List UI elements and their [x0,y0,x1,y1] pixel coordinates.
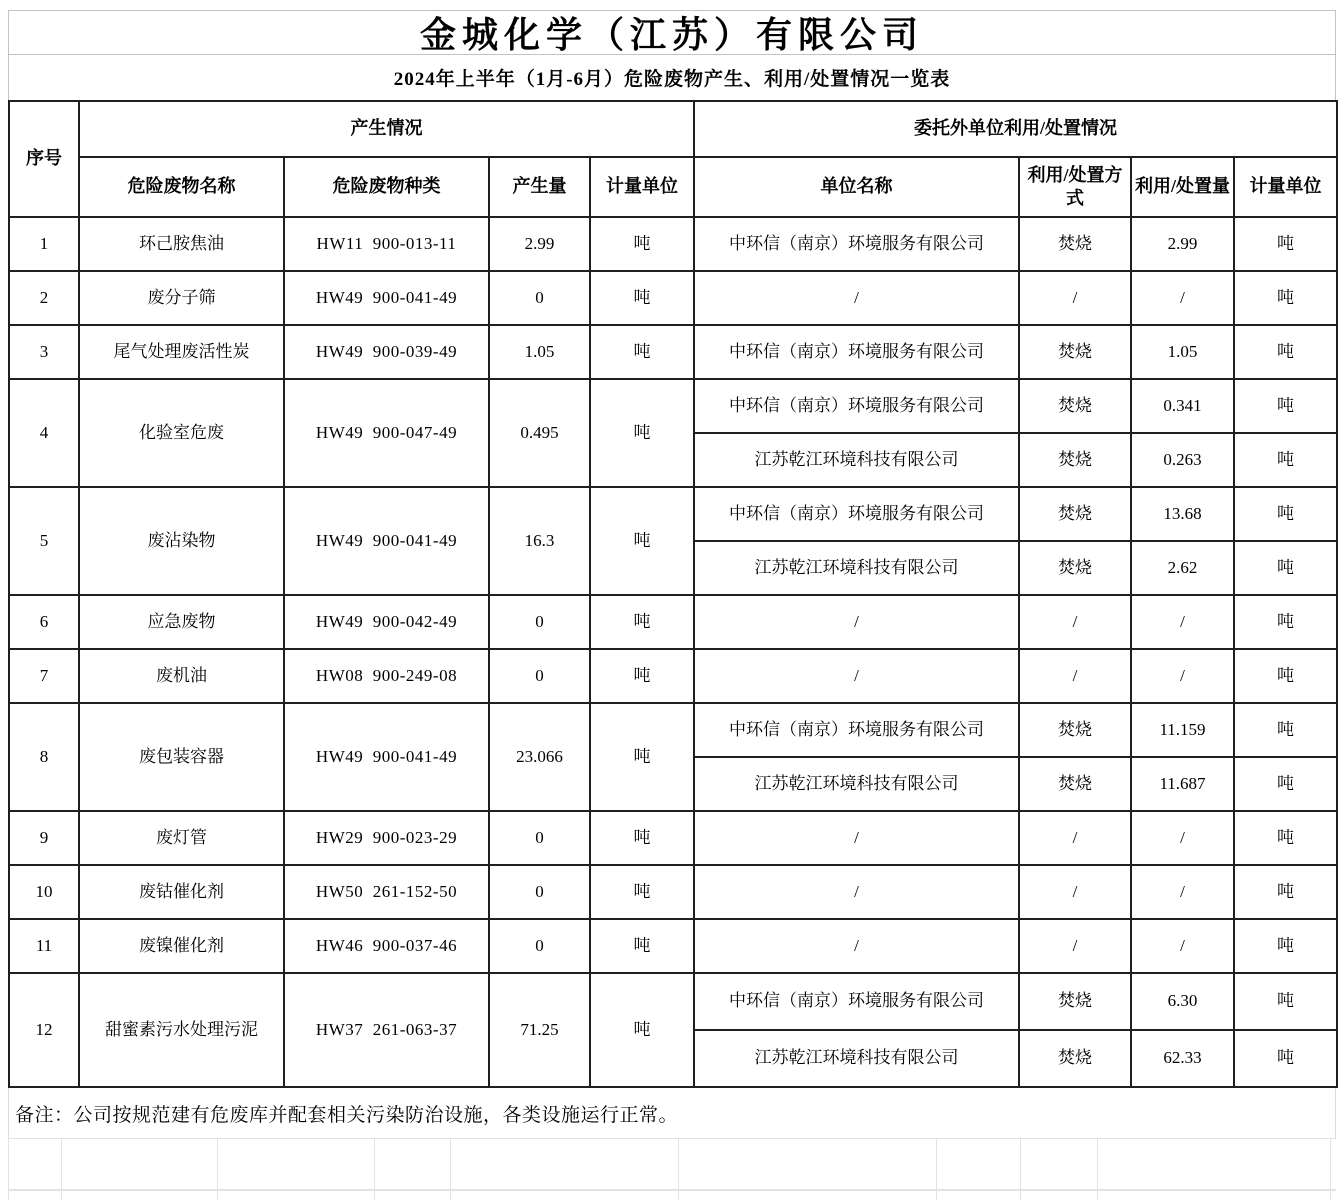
gen-unit-cell: 吨 [590,811,694,865]
disposal-unit-cell: 吨 [1234,757,1337,811]
header-gen-unit: 计量单位 [590,157,694,217]
disposal-company-cell: 江苏乾江环境科技有限公司 [694,1030,1019,1087]
serial-cell: 8 [9,703,79,811]
waste-code-cell: HW37 261-063-37 [284,973,489,1087]
generated-amount-cell: 0 [489,919,590,973]
waste-code-cell: HW49 900-042-49 [284,595,489,649]
generated-amount-cell: 2.99 [489,217,590,271]
generated-amount-cell: 0.495 [489,379,590,487]
generated-amount-cell: 1.05 [489,325,590,379]
hazardous-waste-table [8,100,1338,1088]
disposal-method-cell: 焚烧 [1019,541,1131,595]
disposal-method-cell: / [1019,271,1131,325]
empty-grid-cell [679,1139,937,1189]
table-row [9,487,1337,541]
waste-name-cell: 废机油 [79,649,284,703]
disposal-company-cell: 江苏乾江环境科技有限公司 [694,541,1019,595]
waste-name-cell: 甜蜜素污水处理污泥 [79,973,284,1087]
disposal-unit-cell: 吨 [1234,919,1337,973]
serial-cell: 1 [9,217,79,271]
waste-code-cell: HW08 900-249-08 [284,649,489,703]
disposal-unit-cell: 吨 [1234,487,1337,541]
empty-grid-cell [679,1191,937,1200]
disposal-amount-cell: / [1131,271,1234,325]
header-serial: 序号 [9,101,79,217]
table-row [9,325,1337,379]
serial-cell: 11 [9,919,79,973]
company-title: 金城化学（江苏）有限公司 [8,10,1336,54]
waste-name-cell: 废镍催化剂 [79,919,284,973]
empty-grid-cell [937,1139,1021,1189]
disposal-amount-cell: 62.33 [1131,1030,1234,1087]
waste-name-cell: 应急废物 [79,595,284,649]
disposal-unit-cell: 吨 [1234,649,1337,703]
waste-name-cell: 废灯管 [79,811,284,865]
disposal-amount-cell: 2.99 [1131,217,1234,271]
disposal-unit-cell: 吨 [1234,271,1337,325]
disposal-company-cell: 中环信（南京）环境服务有限公司 [694,379,1019,433]
disposal-company-cell: 中环信（南京）环境服务有限公司 [694,703,1019,757]
generated-amount-cell: 0 [489,595,590,649]
waste-code-cell: HW49 900-047-49 [284,379,489,487]
serial-cell: 7 [9,649,79,703]
disposal-unit-cell: 吨 [1234,541,1337,595]
disposal-amount-cell: / [1131,919,1234,973]
sheet [8,10,1336,1200]
disposal-company-cell: 中环信（南京）环境服务有限公司 [694,325,1019,379]
disposal-amount-cell: 1.05 [1131,325,1234,379]
header-company: 单位名称 [694,157,1019,217]
serial-cell: 6 [9,595,79,649]
waste-code-cell: HW46 900-037-46 [284,919,489,973]
disposal-method-cell: / [1019,865,1131,919]
disposal-amount-cell: / [1131,811,1234,865]
waste-name-cell: 废包装容器 [79,703,284,811]
disposal-amount-cell: 2.62 [1131,541,1234,595]
header-waste-code: 危险废物种类 [284,157,489,217]
gen-unit-cell: 吨 [590,919,694,973]
table-row [9,865,1337,919]
empty-grid-cell [375,1191,451,1200]
serial-cell: 12 [9,973,79,1087]
waste-code-cell: HW49 900-041-49 [284,703,489,811]
disposal-unit-cell: 吨 [1234,433,1337,487]
waste-name-cell: 环己胺焦油 [79,217,284,271]
waste-name-cell: 废钴催化剂 [79,865,284,919]
table-row [9,919,1337,973]
disposal-amount-cell: / [1131,865,1234,919]
empty-grid-cell [1098,1139,1331,1189]
gen-unit-cell: 吨 [590,271,694,325]
disposal-company-cell: / [694,271,1019,325]
generated-amount-cell: 0 [489,865,590,919]
disposal-company-cell: 中环信（南京）环境服务有限公司 [694,973,1019,1030]
waste-name-cell: 尾气处理废活性炭 [79,325,284,379]
disposal-company-cell: / [694,649,1019,703]
disposal-method-cell: / [1019,811,1131,865]
disposal-method-cell: 焚烧 [1019,379,1131,433]
disposal-method-cell: 焚烧 [1019,433,1131,487]
generated-amount-cell: 16.3 [489,487,590,595]
disposal-amount-cell: 6.30 [1131,973,1234,1030]
waste-name-cell: 化验室危废 [79,379,284,487]
gen-unit-cell: 吨 [590,379,694,487]
header-method: 利用/处置方式 [1019,157,1131,217]
disposal-unit-cell: 吨 [1234,703,1337,757]
table-row [9,649,1337,703]
table-row [9,973,1337,1030]
disposal-method-cell: / [1019,595,1131,649]
disposal-company-cell: / [694,595,1019,649]
header-generated-amount: 产生量 [489,157,590,217]
empty-grid-cell [937,1191,1021,1200]
waste-code-cell: HW49 900-041-49 [284,487,489,595]
disposal-amount-cell: 0.263 [1131,433,1234,487]
gen-unit-cell: 吨 [590,217,694,271]
empty-grid-cell [218,1191,375,1200]
disposal-unit-cell: 吨 [1234,325,1337,379]
disposal-company-cell: 中环信（南京）环境服务有限公司 [694,487,1019,541]
header-unit: 计量单位 [1234,157,1337,217]
table-row [9,595,1337,649]
disposal-amount-cell: 0.341 [1131,379,1234,433]
generated-amount-cell: 0 [489,271,590,325]
gen-unit-cell: 吨 [590,487,694,595]
disposal-method-cell: 焚烧 [1019,325,1131,379]
serial-cell: 5 [9,487,79,595]
gen-unit-cell: 吨 [590,325,694,379]
disposal-method-cell: 焚烧 [1019,703,1131,757]
empty-grid-cell [451,1191,679,1200]
empty-grid-row [8,1138,1336,1190]
waste-code-cell: HW11 900-013-11 [284,217,489,271]
disposal-company-cell: / [694,919,1019,973]
table-row [9,379,1337,433]
waste-code-cell: HW49 900-041-49 [284,271,489,325]
generated-amount-cell: 23.066 [489,703,590,811]
generated-amount-cell: 0 [489,811,590,865]
report-subtitle: 2024年上半年（1月-6月）危险废物产生、利用/处置情况一览表 [8,54,1336,100]
disposal-company-cell: 中环信（南京）环境服务有限公司 [694,217,1019,271]
waste-code-cell: HW29 900-023-29 [284,811,489,865]
header-waste-name: 危险废物名称 [79,157,284,217]
disposal-method-cell: / [1019,649,1131,703]
disposal-method-cell: 焚烧 [1019,973,1131,1030]
empty-grid-cell [62,1139,218,1189]
serial-cell: 9 [9,811,79,865]
gen-unit-cell: 吨 [590,703,694,811]
empty-grid-cell [62,1191,218,1200]
header-amount: 利用/处置量 [1131,157,1234,217]
disposal-unit-cell: 吨 [1234,1030,1337,1087]
disposal-company-cell: / [694,811,1019,865]
waste-code-cell: HW49 900-039-49 [284,325,489,379]
disposal-company-cell: / [694,865,1019,919]
disposal-unit-cell: 吨 [1234,973,1337,1030]
empty-grid-cell [9,1191,62,1200]
disposal-method-cell: 焚烧 [1019,487,1131,541]
disposal-amount-cell: 11.159 [1131,703,1234,757]
table-row [9,703,1337,757]
table-row [9,217,1337,271]
disposal-unit-cell: 吨 [1234,595,1337,649]
waste-name-cell: 废分子筛 [79,271,284,325]
serial-cell: 2 [9,271,79,325]
disposal-unit-cell: 吨 [1234,811,1337,865]
disposal-method-cell: / [1019,919,1131,973]
table-row [9,811,1337,865]
disposal-method-cell: 焚烧 [1019,217,1131,271]
empty-grid-cell [218,1139,375,1189]
table-row [9,271,1337,325]
disposal-company-cell: 江苏乾江环境科技有限公司 [694,757,1019,811]
gen-unit-cell: 吨 [590,973,694,1087]
disposal-unit-cell: 吨 [1234,217,1337,271]
disposal-amount-cell: / [1131,595,1234,649]
disposal-method-cell: 焚烧 [1019,1030,1131,1087]
empty-grid-cell [375,1139,451,1189]
disposal-unit-cell: 吨 [1234,865,1337,919]
serial-cell: 3 [9,325,79,379]
disposal-method-cell: 焚烧 [1019,757,1131,811]
waste-code-cell: HW50 261-152-50 [284,865,489,919]
disposal-company-cell: 江苏乾江环境科技有限公司 [694,433,1019,487]
gen-unit-cell: 吨 [590,595,694,649]
empty-grid-cell [451,1139,679,1189]
disposal-amount-cell: 11.687 [1131,757,1234,811]
empty-grid-row-partial [8,1190,1336,1200]
disposal-amount-cell: / [1131,649,1234,703]
remark-note: 备注：公司按规范建有危废库并配套相关污染防治设施，各类设施运行正常。 [8,1088,1336,1138]
empty-grid-cell [1021,1139,1098,1189]
waste-name-cell: 废沾染物 [79,487,284,595]
empty-grid-cell [1098,1191,1331,1200]
gen-unit-cell: 吨 [590,649,694,703]
generated-amount-cell: 0 [489,649,590,703]
serial-cell: 10 [9,865,79,919]
header-disposal-group: 委托外单位利用/处置情况 [694,101,1337,157]
serial-cell: 4 [9,379,79,487]
generated-amount-cell: 71.25 [489,973,590,1087]
disposal-unit-cell: 吨 [1234,379,1337,433]
header-generation-group: 产生情况 [79,101,694,157]
disposal-amount-cell: 13.68 [1131,487,1234,541]
gen-unit-cell: 吨 [590,865,694,919]
empty-grid-cell [9,1139,62,1189]
empty-grid-cell [1021,1191,1098,1200]
